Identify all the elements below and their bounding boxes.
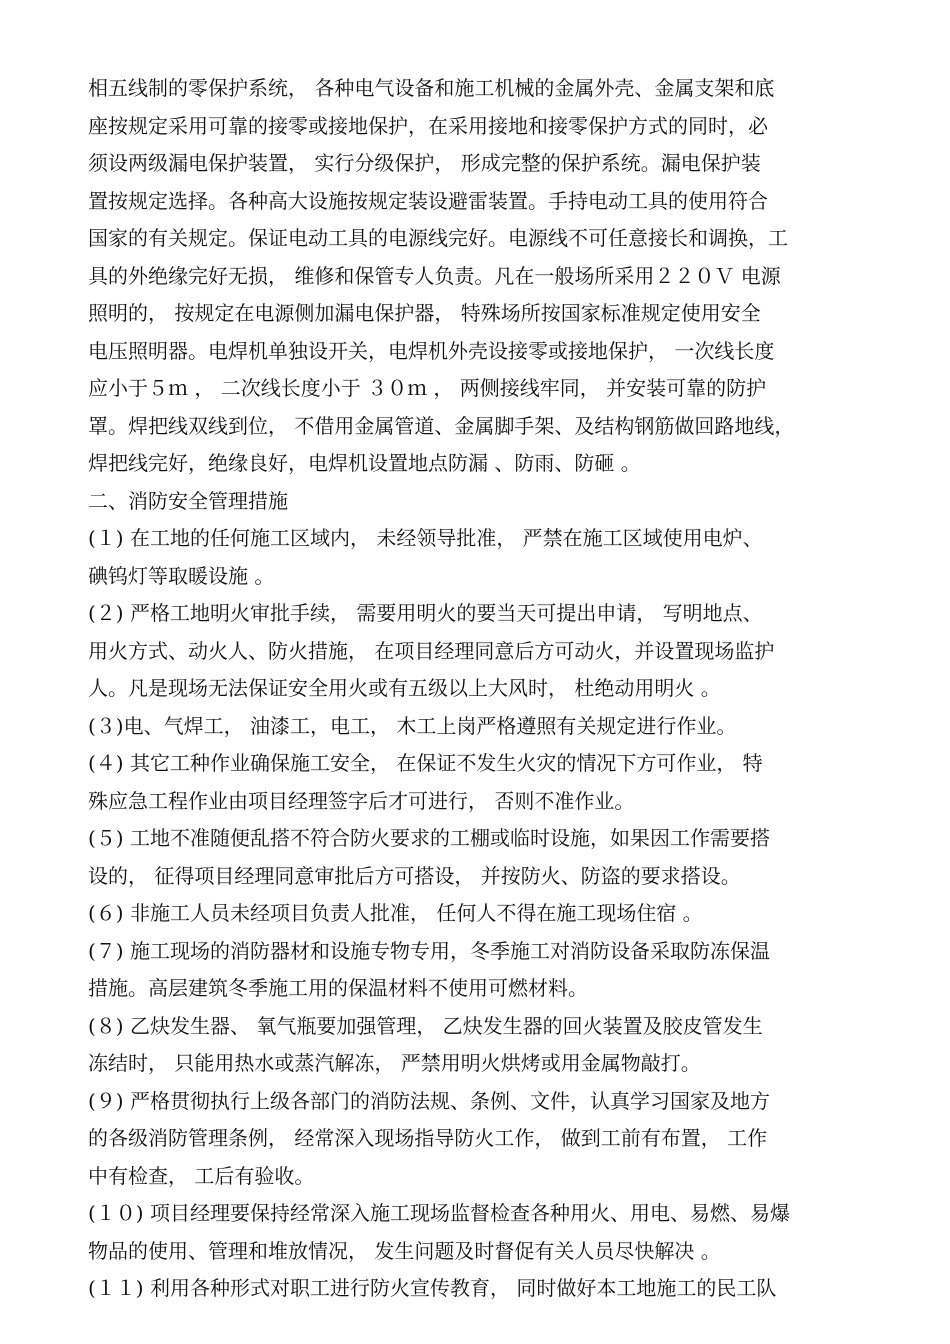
text-line: 罩。焊把线双线到位， 不借用金属管道、金属脚手架、及结构钢筋做回路地线，	[88, 413, 795, 438]
text-line: (３)电、气焊工， 油漆工，电工， 木工上岗严格遵照有关规定进行作业。	[88, 713, 737, 738]
document-page	[88, 70, 868, 1308]
text-line: 碘钨灯等取暖设施 。	[88, 563, 275, 588]
text-line: 电压照明器。电焊机单独设开关，电焊机外壳设接零或接地保护， 一次线长度	[88, 338, 775, 363]
text-line: (２) 严格工地明火审批手续， 需要用明火的要当天可提出申请， 写明地点、	[88, 601, 763, 625]
text-line: (９) 严格贯彻执行上级各部门的消防法规、条例、文件，认真学习国家及地方	[88, 1088, 770, 1113]
text-line: 冻结时， 只能用热水或蒸汽解冻， 严禁用明火烘烤或用金属物敲打。	[88, 1051, 701, 1075]
text-line: 须设两级漏电保护装置， 实行分级保护， 形成完整的保护系统。漏电保护装	[88, 151, 761, 175]
text-line: (６) 非施工人员未经项目负责人批准， 任何人不得在施工现场住宿 。	[88, 901, 703, 925]
text-line: 用火方式、动火人、防火措施， 在项目经理同意后方可动火，并设置现场监护	[88, 638, 775, 663]
text-line: 照明的， 按规定在电源侧加漏电保护器， 特殊场所按国家标准规定使用安全	[88, 301, 761, 325]
text-line: 座按规定采用可靠的接零或接地保护，在采用接地和接零保护方式的同时，必	[88, 113, 768, 138]
text-line: (１) 在工地的任何施工区域内， 未经领导批准， 严禁在施工区域使用电炉、	[88, 526, 763, 550]
text-line: 殊应急工程作业由项目经理签字后才可进行， 否则不准作业。	[88, 788, 635, 813]
text-line: 具的外绝缘完好无损， 维修和保管专人负责。凡在一般场所采用２２０Ｖ 电源	[88, 263, 781, 288]
text-line: 相五线制的零保护系统， 各种电气设备和施工机械的金属外壳、金属支架和底	[88, 76, 775, 100]
text-line: (５) 工地不准随便乱搭不符合防火要求的工棚或临时设施，如果因工作需要搭	[88, 826, 770, 850]
text-line: (４) 其它工种作业确保施工安全， 在保证不发生火灾的情况下方可作业， 特	[88, 751, 763, 775]
text-line: 中有检查， 工后有验收。	[88, 1163, 315, 1188]
text-line: 的各级消防管理条例， 经常深入现场指导防火工作， 做到工前有布置， 工作	[88, 1126, 768, 1150]
text-line: (１０) 项目经理要保持经常深入施工现场监督检查各种用火、用电、易燃、易爆	[88, 1201, 790, 1225]
text-line: 措施。高层建筑冬季施工用的保温材料不使用可燃材料。	[88, 976, 588, 1000]
text-line: 置按规定选择。各种高大设施按规定装设避雷装置。手持电动工具的使用符合	[88, 188, 768, 213]
text-line: 人。凡是现场无法保证安全用火或有五级以上大风时， 杜绝动用明火 。	[88, 676, 721, 700]
text-line: 国家的有关规定。保证电动工具的电源线完好。电源线不可任意接长和调换，工	[88, 226, 788, 250]
text-line: 设的， 征得项目经理同意审批后方可搭设， 并按防火、防盗的要求搭设。	[88, 863, 741, 888]
text-line: (１１) 利用各种形式对职工进行防火宣传教育， 同时做好本工地施工的民工队	[88, 1276, 777, 1300]
text-line: 焊把线完好，绝缘良好，电焊机设置地点防漏 、防雨、防砸 。	[88, 451, 641, 475]
text-line: (８) 乙炔发生器、 氧气瓶要加强管理， 乙炔发生器的回火装置及胶皮管发生	[88, 1013, 763, 1038]
text-line: 物品的使用、管理和堆放情况， 发生问题及时督促有关人员尽快解决 。	[88, 1238, 721, 1263]
text-line: (７) 施工现场的消防器材和设施专物专用，冬季施工对消防设备采取防冻保温	[88, 938, 770, 963]
text-line: 应小于５ｍ ， 二次线长度小于 ３０ｍ ， 两侧接线牢同， 并安装可靠的防护	[88, 376, 767, 400]
section-heading: 二、消防安全管理措施	[88, 488, 288, 513]
